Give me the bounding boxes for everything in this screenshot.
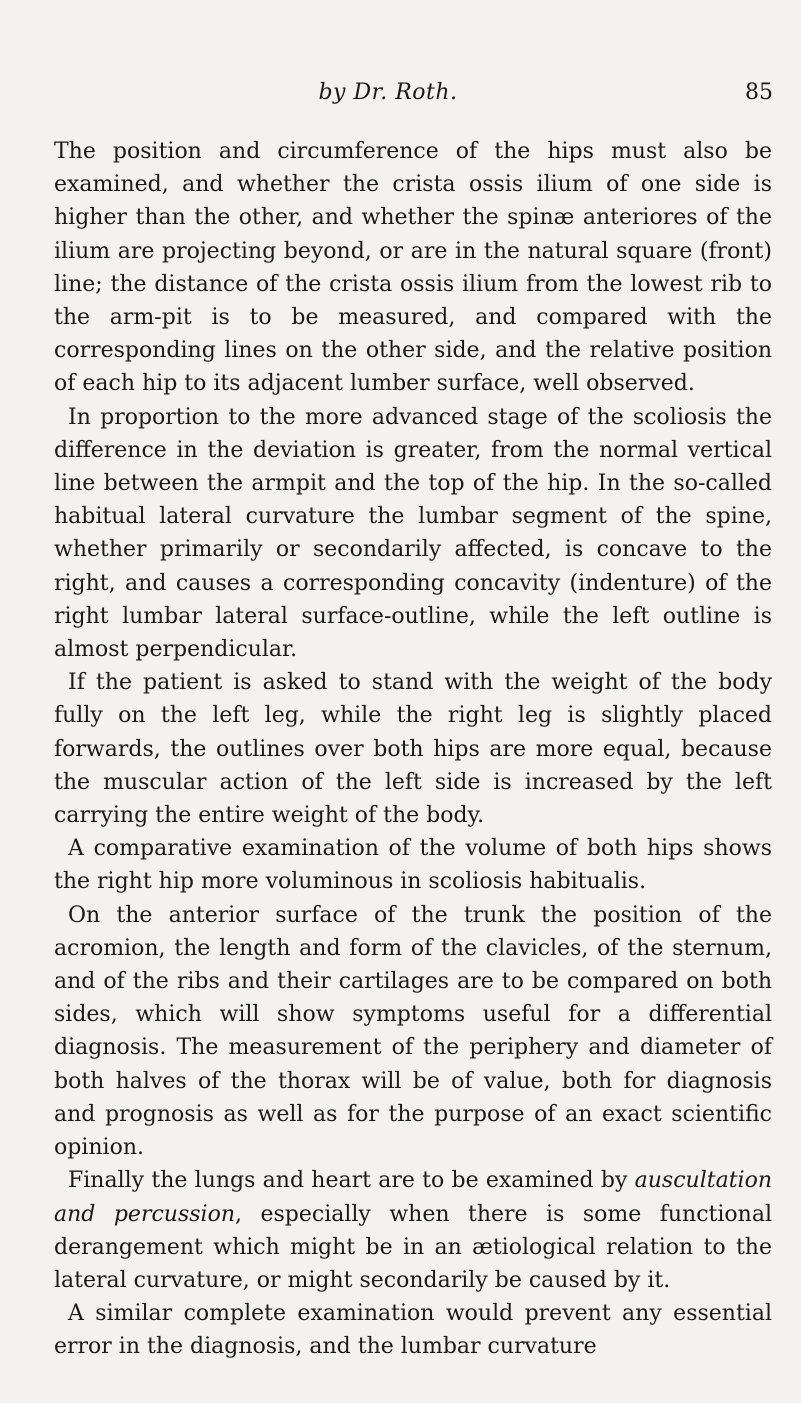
lungs-text-italic: auscultation and percussion (54, 1168, 772, 1227)
paragraph-similar-examination: A similar complete examination would prevent any essential error in the diagnosis, and the lumbar curvature (54, 1301, 772, 1360)
running-title: by Dr. Roth. (318, 80, 458, 105)
paragraph-left-leg: If the patient is asked to stand with the weight of the body fully on the left leg, while the right leg is slightly placed forwards, the outlines over both hips are more equal, because the muscular action of the left side is increased by the left carrying the entire weight of the body. (54, 670, 772, 829)
paragraph-anterior-surface: On the anterior surface of the trunk the position of the acromion, the length and form of the clavicles, of the sternum, and of the ribs and their cartilages are to be compared on both sides, which will show symptoms useful for a differential diagnosis. The measurement of the periphery and diameter of both halves of the thorax will be of value, both for diagnosis and prognosis as well as for the purpose of an exact scientific opinion. (54, 902, 772, 1161)
running-head (0, 80, 801, 110)
lungs-text-before: Finally the lungs and heart are to be examined by (68, 1168, 635, 1194)
lungs-text-after: , especially when there is some functional derangement which might be in an ætiological relation to the lateral curvature, or might secondarily be caused by it. (54, 1201, 772, 1293)
paragraph-lungs-heart (54, 1164, 772, 1297)
paragraph-hips-examination: The position and circumference of the hips must also be examined, and whether the crista ossis ilium of one side is higher than the other, and whether the spinæ anteriores of the ilium are projecting beyond, or are in the natural square (front) line; the distance of the crista ossis ilium from the lowest rib to the arm-pit is to be measured, and compared with the corresponding lines on the other side, and the relative position of each hip to its adjacent lumber surface, well observed. (54, 139, 772, 397)
page-number: 85 (745, 80, 773, 105)
paragraph-hip-volume: A comparative examination of the volume of both hips shows the right hip more voluminous in scoliosis habitualis. (54, 836, 772, 895)
paragraph-scoliosis-stage: In proportion to the more advanced stage of the scoliosis the difference in the deviation is greater, from the normal vertical line between the armpit and the top of the hip. In the so-called habitual lateral curvature the lumbar segment of the spine, whether primarily or secondarily affected, is concave to the right, and causes a corresponding concavity (indenture) of the right lumbar lateral surface-outline, while the left outline is almost perpendicular. (54, 404, 772, 663)
body-text (54, 135, 772, 1364)
